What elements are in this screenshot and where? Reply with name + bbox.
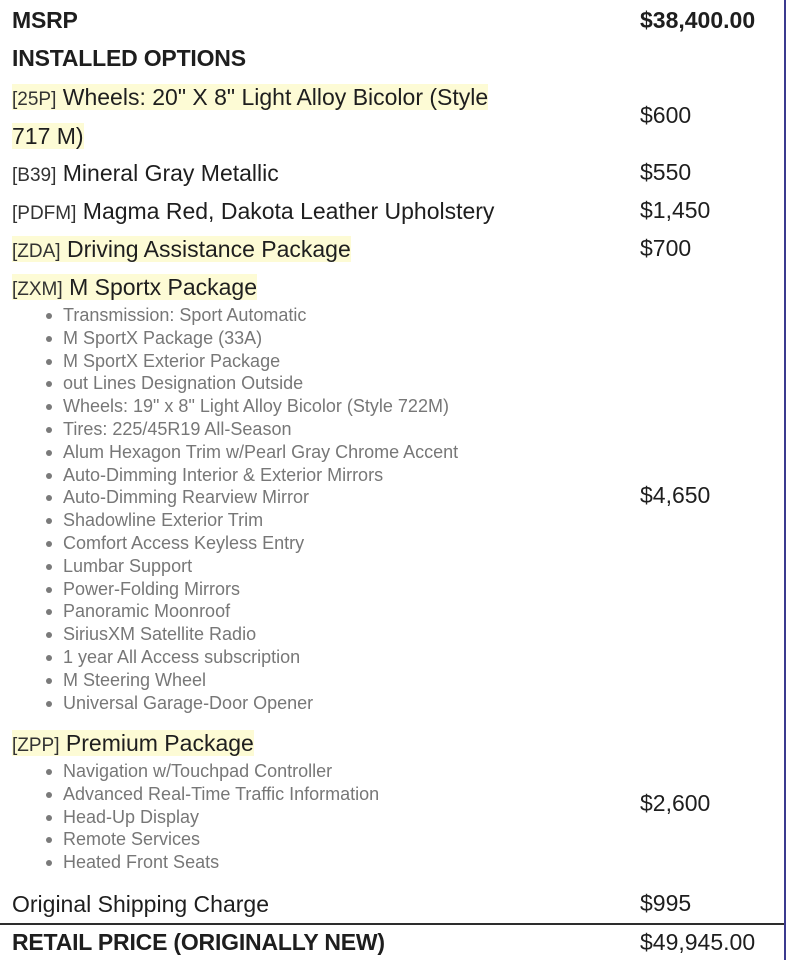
option-pdfm-name bbox=[12, 193, 494, 232]
list-item: Navigation w/Touchpad Controller bbox=[46, 760, 379, 783]
option-pdfm bbox=[0, 193, 784, 230]
option-zda bbox=[0, 231, 784, 268]
list-item: Transmission: Sport Automatic bbox=[46, 304, 458, 327]
option-zpp bbox=[0, 725, 784, 762]
msrp-row bbox=[0, 7, 784, 37]
list-item: Wheels: 19" x 8" Light Alloy Bicolor (Style 722M) bbox=[46, 395, 458, 418]
total-divider bbox=[0, 923, 784, 925]
list-item: Shadowline Exterior Trim bbox=[46, 509, 458, 532]
option-25p-price: $600 bbox=[640, 102, 692, 128]
list-item: Lumbar Support bbox=[46, 555, 458, 578]
option-zxm bbox=[0, 269, 784, 306]
option-b39 bbox=[0, 155, 784, 192]
list-item: M SportX Package (33A) bbox=[46, 327, 458, 350]
installed-options-heading: INSTALLED OPTIONS bbox=[12, 45, 246, 71]
shipping-price: $995 bbox=[640, 890, 692, 916]
option-name: Driving Assistance Package bbox=[66, 236, 351, 262]
option-zpp-price: $2,600 bbox=[640, 790, 711, 816]
list-item: Universal Garage-Door Opener bbox=[46, 692, 458, 715]
option-code: [ZPP] bbox=[12, 735, 60, 756]
option-pdfm-price: $1,450 bbox=[640, 197, 711, 223]
list-item: out Lines Designation Outside bbox=[46, 372, 458, 395]
retail-price-label: RETAIL PRICE (ORIGINALLY NEW) bbox=[12, 929, 385, 955]
option-code: [ZDA] bbox=[12, 241, 61, 262]
option-b39-name bbox=[12, 155, 279, 194]
option-zxm-name bbox=[12, 269, 257, 308]
list-item: Auto-Dimming Interior & Exterior Mirrors bbox=[46, 464, 458, 487]
list-item: Head-Up Display bbox=[46, 806, 379, 829]
option-b39-price: $550 bbox=[640, 159, 692, 185]
list-item: Remote Services bbox=[46, 828, 379, 851]
option-name-line1: Wheels: 20" X 8" Light Alloy Bicolor (Style bbox=[62, 84, 489, 110]
shipping-row bbox=[0, 886, 784, 923]
option-code: [25P] bbox=[12, 89, 57, 110]
option-zda-price: $700 bbox=[640, 235, 692, 261]
list-item: Advanced Real-Time Traffic Information bbox=[46, 783, 379, 806]
retail-price-value: $49,945.00 bbox=[640, 929, 756, 955]
option-code: [B39] bbox=[12, 165, 57, 186]
list-item: Power-Folding Mirrors bbox=[46, 578, 458, 601]
option-name: Magma Red, Dakota Leather Upholstery bbox=[82, 198, 495, 224]
option-code: [PDFM] bbox=[12, 203, 77, 224]
option-zda-name bbox=[12, 231, 351, 270]
list-item: Tires: 225/45R19 All-Season bbox=[46, 418, 458, 441]
zxm-feature-list bbox=[46, 304, 458, 714]
option-zxm-price: $4,650 bbox=[640, 482, 711, 508]
option-name: M Sportx Package bbox=[69, 274, 257, 300]
installed-options-row bbox=[0, 45, 784, 75]
list-item: SiriusXM Satellite Radio bbox=[46, 623, 458, 646]
list-item: Alum Hexagon Trim w/Pearl Gray Chrome Accent bbox=[46, 441, 458, 464]
option-zpp-name bbox=[12, 725, 254, 764]
list-item: 1 year All Access subscription bbox=[46, 646, 458, 669]
option-name-line2: 717 M) bbox=[12, 123, 84, 149]
shipping-label: Original Shipping Charge bbox=[12, 891, 269, 917]
zpp-feature-list bbox=[46, 760, 379, 874]
option-25p bbox=[0, 79, 784, 153]
list-item: Panoramic Moonroof bbox=[46, 600, 458, 623]
list-item: Comfort Access Keyless Entry bbox=[46, 532, 458, 555]
list-item: Heated Front Seats bbox=[46, 851, 379, 874]
retail-price-row bbox=[0, 929, 784, 959]
option-25p-name bbox=[12, 79, 582, 155]
list-item: Auto-Dimming Rearview Mirror bbox=[46, 486, 458, 509]
list-item: M SportX Exterior Package bbox=[46, 350, 458, 373]
option-name: Mineral Gray Metallic bbox=[62, 160, 279, 186]
list-item: M Steering Wheel bbox=[46, 669, 458, 692]
option-name: Premium Package bbox=[65, 730, 254, 756]
msrp-price: $38,400.00 bbox=[640, 7, 756, 33]
option-code: [ZXM] bbox=[12, 279, 63, 300]
msrp-label: MSRP bbox=[12, 7, 78, 33]
